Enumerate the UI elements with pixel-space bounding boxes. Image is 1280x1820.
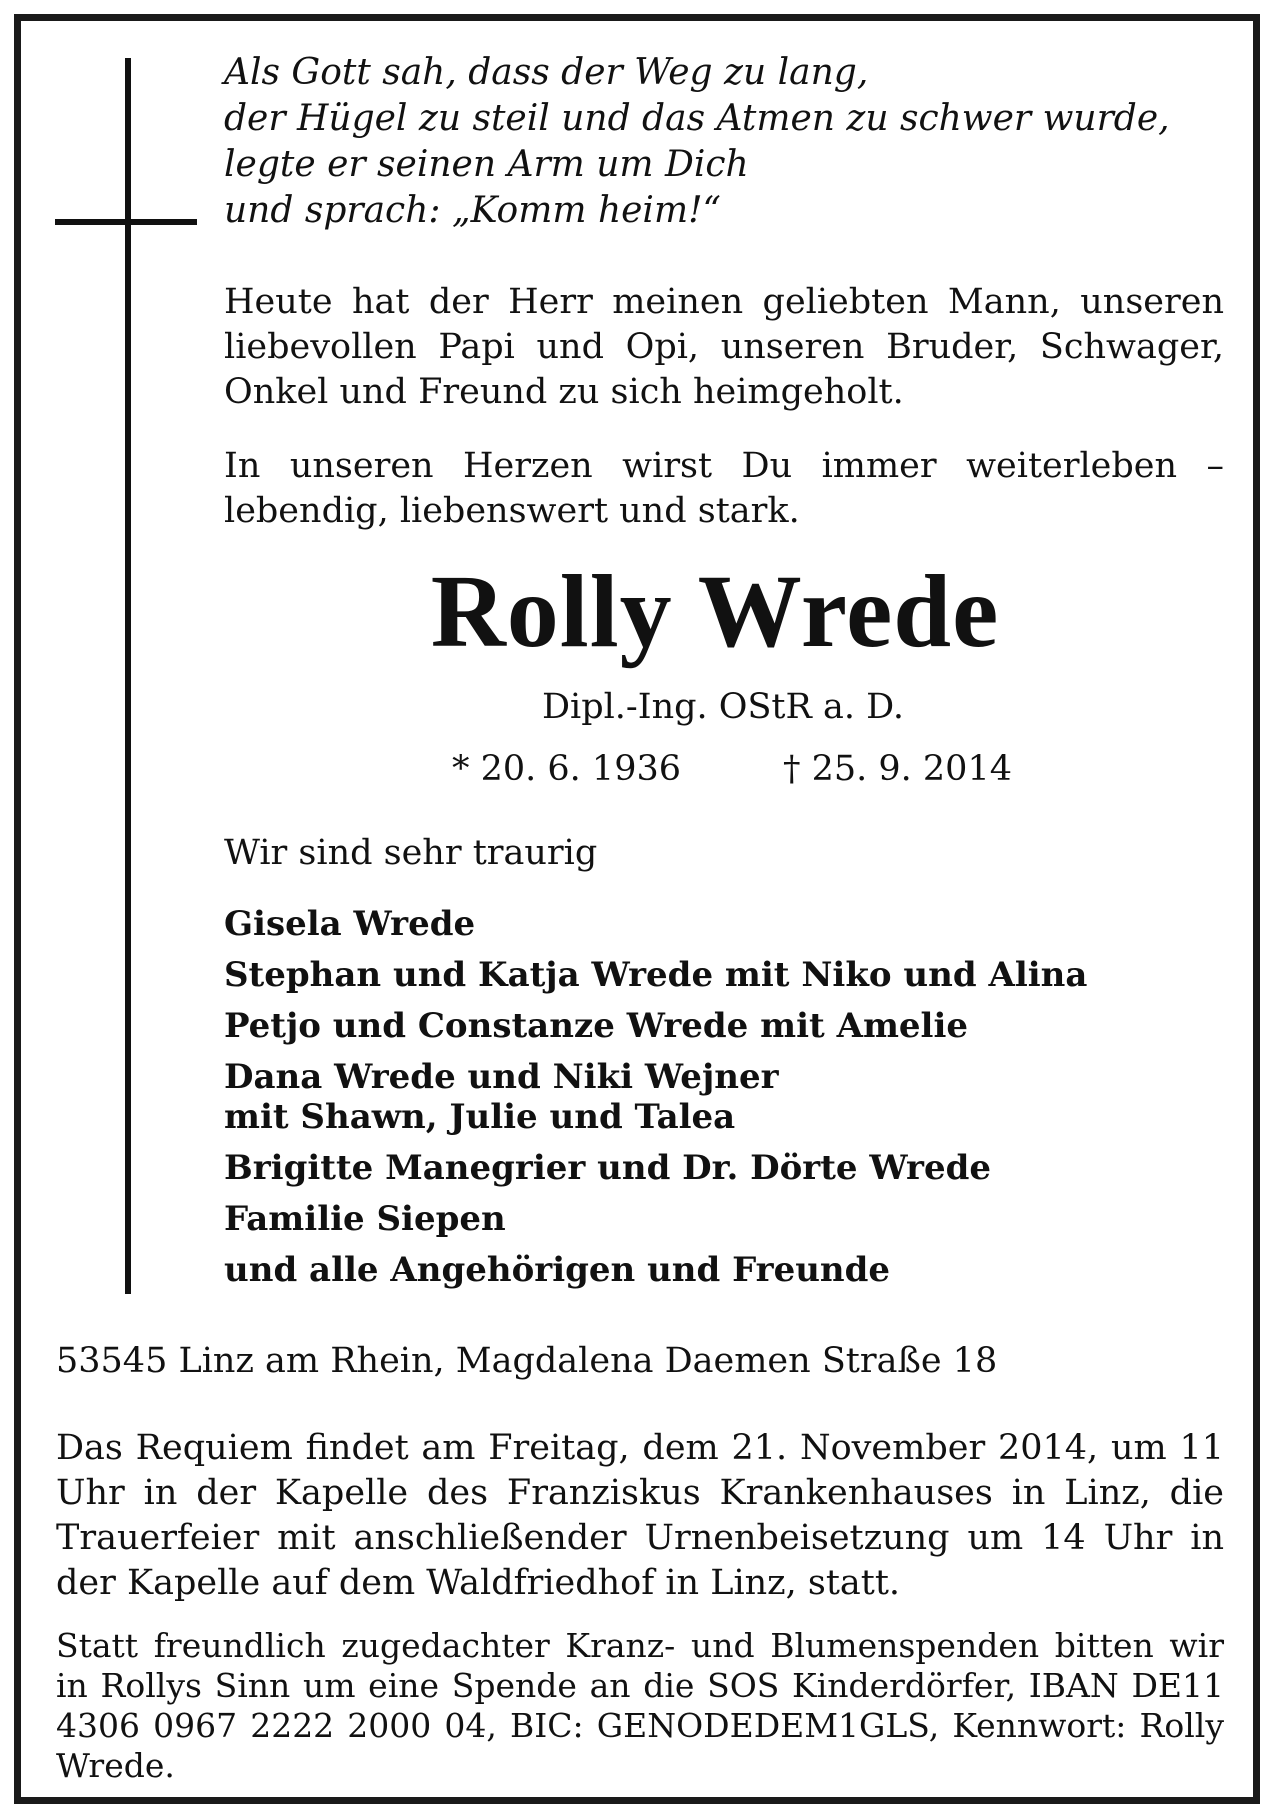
poem-line: der Hügel zu steil und das Atmen zu schwer wurde, (224, 98, 1170, 139)
mourners-intro: Wir sind sehr traurig (224, 833, 598, 873)
donation-notice: Statt freundlich zugedachter Kranz- und Blumenspenden bitten wir in Rollys Sinn um eine Spende an die SOS Kinderdörfer, IBAN DE11 4306 0967 2222 2000 04, BIC: GENODEDEM1GLS, Kennwort: Rolly Wrede. (56, 1626, 1224, 1785)
deceased-name: Rolly Wrede (430, 554, 1000, 669)
poem-line: legte er seinen Arm um Dich (224, 144, 749, 185)
address: 53545 Linz am Rhein, Magdalena Daemen Straße 18 (56, 1341, 998, 1381)
cross-icon (125, 58, 131, 1294)
poem-line: und sprach: „Komm heim!“ (224, 190, 721, 231)
mourner-line-continued: mit Shawn, Julie und Talea (224, 1097, 736, 1137)
cross-icon-bar (55, 219, 197, 225)
mourner-line: und alle Angehörigen und Freunde (224, 1250, 891, 1290)
poem (224, 50, 1234, 234)
mourner-entry (224, 1199, 1224, 1239)
mourner-entry (224, 955, 1224, 995)
mourner-line: Stephan und Katja Wrede mit Niko und Alina (224, 955, 1088, 995)
mourners-list (224, 904, 1224, 1301)
mourner-entry (224, 1250, 1224, 1290)
mourner-entry (224, 1148, 1224, 1188)
mourner-entry (224, 1006, 1224, 1046)
mourner-entry (224, 904, 1224, 944)
birth-date: * 20. 6. 1936 (452, 749, 682, 789)
mourner-line: Brigitte Manegrier und Dr. Dörte Wrede (224, 1148, 991, 1188)
mourner-line: Dana Wrede und Niki Wejner (224, 1057, 779, 1097)
poem-line: Als Gott sah, dass der Weg zu lang, (224, 52, 869, 93)
mourner-line: Familie Siepen (224, 1199, 506, 1239)
intro-paragraph: Heute hat der Herr meinen geliebten Mann, unseren liebevollen Papi und Opi, unseren Bruder, Schwager, Onkel und Freund zu sich heimgeholt. (224, 282, 1224, 412)
life-dates (452, 746, 1012, 792)
intro-paragraph-remembrance: In unseren Herzen wirst Du immer weiterleben – lebendig, liebenswert und stark. (224, 446, 1224, 531)
death-date: † 25. 9. 2014 (782, 749, 1012, 789)
requiem-notice: Das Requiem findet am Freitag, dem 21. November 2014, um 11 Uhr in der Kapelle des Franziskus Krankenhauses in Linz, die Trauerfeier mit anschließender Urnenbeisetzung um 14 Uhr in der Kapelle auf dem Waldfriedhof in Linz, statt. (56, 1428, 1224, 1603)
deceased-title: Dipl.-Ing. OStR a. D. (541, 687, 905, 727)
mourner-entry (224, 1057, 1224, 1137)
mourner-line: Gisela Wrede (224, 904, 476, 944)
mourner-line: Petjo und Constanze Wrede mit Amelie (224, 1006, 969, 1046)
